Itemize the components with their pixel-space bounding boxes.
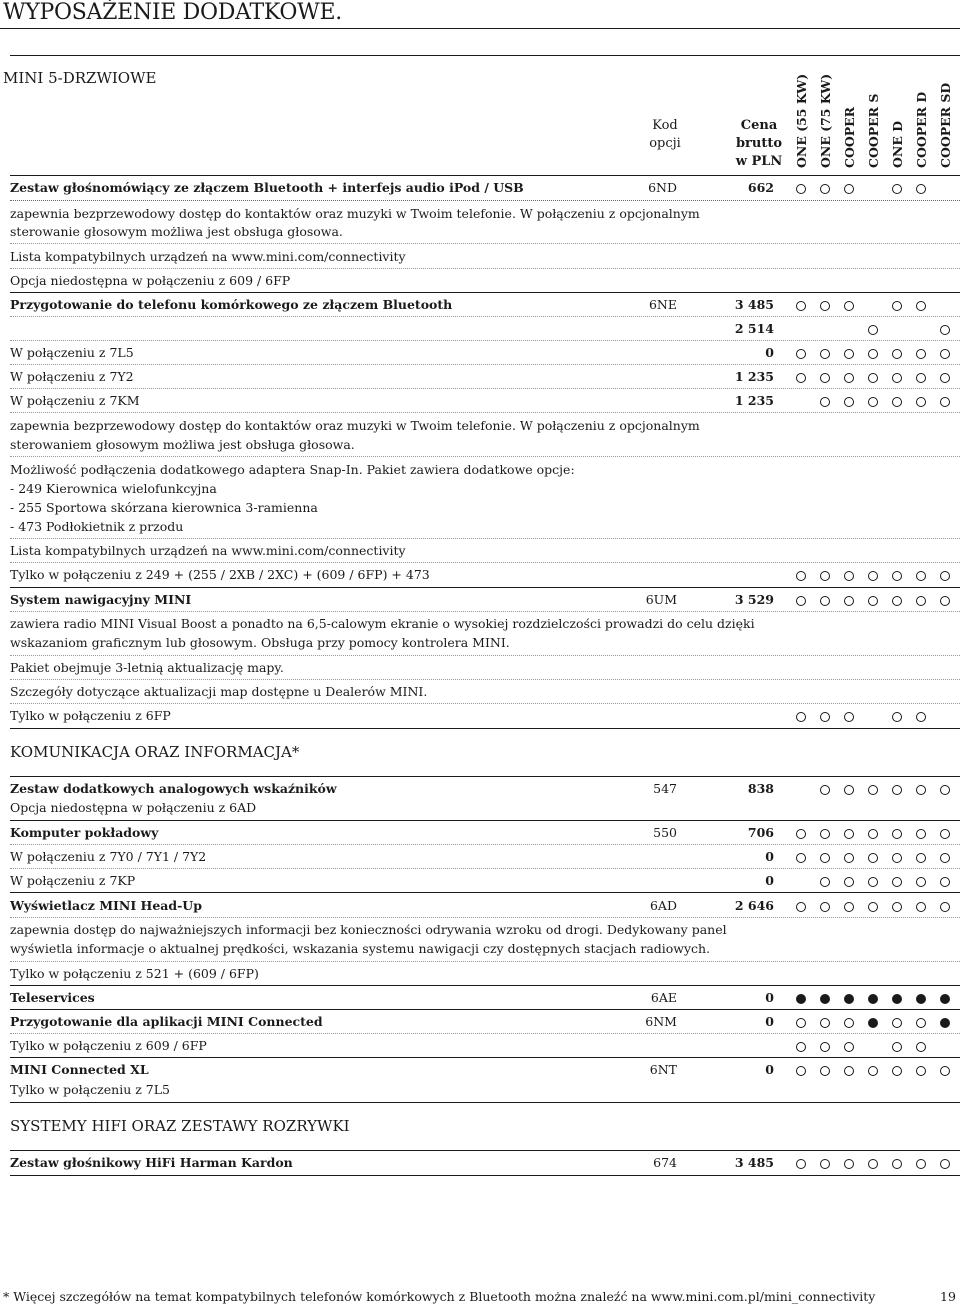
row-label: Komputer pokładowy (10, 825, 159, 840)
optional-dot-icon (892, 1159, 902, 1169)
row-price: 706 (747, 825, 774, 840)
row-divider (10, 1057, 960, 1058)
row-label: Zestaw głośnomówiący ze złączem Bluetooth + interfejs audio iPod / USB (10, 180, 524, 195)
optional-dot-icon (796, 902, 806, 912)
optional-dot-icon (916, 571, 926, 581)
optional-dot-icon (820, 349, 830, 359)
optional-dot-icon (820, 712, 830, 722)
header-top-rule (10, 55, 960, 56)
note-text: - 473 Podłokietnik z przodu (10, 519, 184, 534)
note-text: Opcja niedostępna w połączeniu z 609 / 6FP (10, 273, 291, 288)
optional-dot-icon (820, 397, 830, 407)
optional-dot-icon (940, 373, 950, 383)
row-divider (10, 538, 960, 539)
row-code: 6ND (648, 180, 677, 195)
standard-dot-icon (820, 994, 830, 1004)
note-text: wskazaniom graficznym lub głosowym. Obsługa przy pomocy kontrolera MINI. (10, 635, 510, 650)
model-header-cooper-s: COOPER S (866, 93, 881, 168)
standard-dot-icon (916, 994, 926, 1004)
note-text: Możliwość podłączenia dodatkowego adaptera Snap-In. Pakiet zawiera dodatkowe opcje: (10, 462, 575, 477)
optional-dot-icon (820, 184, 830, 194)
optional-dot-icon (820, 1066, 830, 1076)
optional-dot-icon (916, 1066, 926, 1076)
row-divider (10, 1150, 960, 1151)
note-text: Opcja niedostępna w połączeniu z 6AD (10, 800, 257, 815)
row-label: W połączeniu z 7Y0 / 7Y1 / 7Y2 (10, 849, 207, 864)
optional-dot-icon (844, 349, 854, 359)
optional-dot-icon (940, 325, 950, 335)
optional-dot-icon (892, 373, 902, 383)
optional-dot-icon (844, 853, 854, 863)
section-heading-hifi: SYSTEMY HIFI ORAZ ZESTAWY ROZRYWKI (10, 1117, 350, 1135)
optional-dot-icon (868, 1066, 878, 1076)
row-divider (10, 892, 960, 893)
row-label: W połączeniu z 7L5 (10, 345, 134, 360)
code-header: Kod opcji (649, 118, 681, 151)
note-text: zapewnia dostęp do najważniejszych informacji bez konieczności odrywania wzroku od drogi. Dedykowany panel (10, 922, 727, 937)
row-price: 0 (765, 873, 774, 888)
row-price: 3 485 (734, 297, 774, 312)
optional-dot-icon (844, 397, 854, 407)
optional-dot-icon (820, 902, 830, 912)
optional-dot-icon (868, 325, 878, 335)
row-price: 2 646 (734, 898, 774, 913)
row-label: MINI Connected XL (10, 1062, 149, 1077)
note-text: Tylko w połączeniu z 521 + (609 / 6FP) (10, 966, 259, 981)
optional-dot-icon (796, 184, 806, 194)
optional-dot-icon (916, 397, 926, 407)
optional-dot-icon (940, 397, 950, 407)
row-divider (10, 412, 960, 413)
optional-dot-icon (844, 829, 854, 839)
row-divider (10, 388, 960, 389)
subtitle: MINI 5-DRZWIOWE (3, 69, 157, 87)
row-divider (10, 562, 960, 563)
row-price: 1 235 (734, 393, 774, 408)
optional-dot-icon (844, 877, 854, 887)
header-bottom-rule (10, 175, 960, 176)
optional-dot-icon (892, 397, 902, 407)
standard-dot-icon (868, 1018, 878, 1028)
optional-dot-icon (892, 349, 902, 359)
optional-dot-icon (820, 373, 830, 383)
row-price: 1 235 (734, 369, 774, 384)
row-code: 6UM (645, 592, 677, 607)
row-price: 0 (765, 345, 774, 360)
note-text: zapewnia bezprzewodowy dostęp do kontaktów oraz muzyki w Twoim telefonie. W połączeniu z opcjonalnym (10, 206, 700, 221)
optional-dot-icon (916, 596, 926, 606)
row-price: 0 (765, 849, 774, 864)
optional-dot-icon (796, 1018, 806, 1028)
note-text: Lista kompatybilnych urządzeń na www.mini.com/connectivity (10, 249, 406, 264)
optional-dot-icon (892, 829, 902, 839)
row-divider (10, 961, 960, 962)
optional-dot-icon (916, 712, 926, 722)
optional-dot-icon (940, 829, 950, 839)
row-price: 3 529 (734, 592, 774, 607)
optional-dot-icon (916, 301, 926, 311)
row-label: W połączeniu z 7Y2 (10, 369, 134, 384)
page-number: 19 (940, 1289, 956, 1304)
optional-dot-icon (868, 853, 878, 863)
optional-dot-icon (892, 571, 902, 581)
row-label: Teleservices (10, 990, 95, 1005)
row-price: 0 (765, 1062, 774, 1077)
row-divider (10, 587, 960, 588)
standard-dot-icon (892, 994, 902, 1004)
row-price: 662 (747, 180, 774, 195)
optional-dot-icon (844, 902, 854, 912)
optional-dot-icon (868, 877, 878, 887)
optional-dot-icon (796, 853, 806, 863)
model-header-one75: ONE (75 KW) (818, 73, 833, 168)
row-code: 6AE (650, 990, 677, 1005)
note-text: sterowanie głosowym możliwa jest obsługa głosowa. (10, 224, 343, 239)
optional-dot-icon (844, 1066, 854, 1076)
row-divider (10, 292, 960, 293)
row-divider (10, 985, 960, 986)
optional-dot-icon (940, 785, 950, 795)
optional-dot-icon (844, 1042, 854, 1052)
optional-dot-icon (892, 1042, 902, 1052)
optional-dot-icon (796, 712, 806, 722)
note-text: Tylko w połączeniu z 7L5 (10, 1082, 170, 1097)
row-divider (10, 364, 960, 365)
row-price: 0 (765, 1014, 774, 1029)
optional-dot-icon (868, 785, 878, 795)
row-divider (10, 679, 960, 680)
optional-dot-icon (820, 829, 830, 839)
optional-dot-icon (868, 829, 878, 839)
row-price: 3 485 (734, 1155, 774, 1170)
model-header-one55: ONE (55 KW) (794, 73, 809, 168)
note-text: - 249 Kierownica wielofunkcyjna (10, 481, 217, 496)
row-code: 6NT (649, 1062, 677, 1077)
row-label: Tylko w połączeniu z 6FP (10, 708, 171, 723)
optional-dot-icon (916, 1159, 926, 1169)
row-code: 6NE (648, 297, 677, 312)
optional-dot-icon (844, 301, 854, 311)
optional-dot-icon (868, 902, 878, 912)
note-text: Szczegóły dotyczące aktualizacji map dostępne u Dealerów MINI. (10, 684, 428, 699)
row-divider (10, 703, 960, 704)
optional-dot-icon (796, 596, 806, 606)
optional-dot-icon (868, 397, 878, 407)
note-text: Pakiet obejmuje 3-letnią aktualizację mapy. (10, 660, 284, 675)
optional-dot-icon (892, 1066, 902, 1076)
row-divider (10, 1033, 960, 1034)
row-divider (10, 1175, 960, 1176)
optional-dot-icon (796, 301, 806, 311)
optional-dot-icon (820, 1018, 830, 1028)
optional-dot-icon (916, 373, 926, 383)
optional-dot-icon (892, 301, 902, 311)
model-header-cooper-d: COOPER D (914, 91, 929, 168)
standard-dot-icon (796, 994, 806, 1004)
optional-dot-icon (940, 349, 950, 359)
page-title: WYPOSAŻENIE DODATKOWE. (3, 0, 342, 25)
note-text: - 255 Sportowa skórzana kierownica 3-ramienna (10, 500, 318, 515)
standard-dot-icon (868, 994, 878, 1004)
row-divider (10, 316, 960, 317)
note-text: wyświetla informacje o aktualnej prędkości, wskazania systemu nawigacji czy dostępnych stacjach radiowych. (10, 941, 711, 956)
model-header-one-d: ONE D (890, 120, 905, 168)
row-label: Zestaw dodatkowych analogowych wskaźników (10, 781, 337, 796)
optional-dot-icon (916, 785, 926, 795)
title-rule (0, 28, 960, 29)
optional-dot-icon (940, 596, 950, 606)
row-divider (10, 268, 960, 269)
row-code: 547 (653, 781, 677, 796)
note-text: sterowaniem głosowym możliwa jest obsługa głosowa. (10, 437, 355, 452)
optional-dot-icon (844, 785, 854, 795)
optional-dot-icon (892, 596, 902, 606)
row-price: 838 (747, 781, 774, 796)
row-label: W połączeniu z 7KP (10, 873, 136, 888)
optional-dot-icon (820, 1159, 830, 1169)
optional-dot-icon (916, 1018, 926, 1028)
row-code: 550 (653, 825, 677, 840)
model-header-cooper-sd: COOPER SD (938, 82, 953, 168)
optional-dot-icon (892, 902, 902, 912)
optional-dot-icon (796, 349, 806, 359)
row-divider (10, 456, 960, 457)
row-label: Przygotowanie dla aplikacji MINI Connected (10, 1014, 323, 1029)
optional-dot-icon (892, 184, 902, 194)
optional-dot-icon (820, 596, 830, 606)
optional-dot-icon (796, 1066, 806, 1076)
optional-dot-icon (916, 853, 926, 863)
optional-dot-icon (820, 1042, 830, 1052)
optional-dot-icon (868, 1159, 878, 1169)
optional-dot-icon (844, 1159, 854, 1169)
optional-dot-icon (916, 349, 926, 359)
optional-dot-icon (916, 877, 926, 887)
optional-dot-icon (892, 853, 902, 863)
optional-dot-icon (892, 877, 902, 887)
row-divider (10, 868, 960, 869)
optional-dot-icon (844, 712, 854, 722)
optional-dot-icon (796, 1159, 806, 1169)
optional-dot-icon (820, 571, 830, 581)
row-label: System nawigacyjny MINI (10, 592, 192, 607)
price-header: Cena brutto w PLN (735, 118, 783, 169)
footnote: * Więcej szczegółów na temat kompatybilnych telefonów komórkowych z Bluetooth można znaleźć na www.mini.com.pl/mini_connectivity (3, 1289, 876, 1304)
section-heading-communication: KOMUNIKACJA ORAZ INFORMACJA* (10, 743, 300, 761)
optional-dot-icon (892, 712, 902, 722)
optional-dot-icon (868, 596, 878, 606)
optional-dot-icon (940, 853, 950, 863)
optional-dot-icon (916, 184, 926, 194)
row-divider (10, 728, 960, 729)
model-header-cooper: COOPER (842, 106, 857, 168)
optional-dot-icon (916, 829, 926, 839)
row-divider (10, 655, 960, 656)
optional-dot-icon (820, 301, 830, 311)
optional-dot-icon (868, 571, 878, 581)
row-code: 6AD (649, 898, 677, 913)
optional-dot-icon (940, 1066, 950, 1076)
standard-dot-icon (844, 994, 854, 1004)
row-price: 2 514 (734, 321, 774, 336)
optional-dot-icon (844, 1018, 854, 1028)
optional-dot-icon (820, 853, 830, 863)
optional-dot-icon (796, 571, 806, 581)
row-label: Zestaw głośnikowy HiFi Harman Kardon (10, 1155, 293, 1170)
optional-dot-icon (916, 902, 926, 912)
row-code: 6NM (645, 1014, 677, 1029)
row-divider (10, 844, 960, 845)
optional-dot-icon (868, 373, 878, 383)
row-label: W połączeniu z 7KM (10, 393, 140, 408)
optional-dot-icon (844, 184, 854, 194)
optional-dot-icon (868, 349, 878, 359)
standard-dot-icon (940, 994, 950, 1004)
row-divider (10, 243, 960, 244)
row-label: Tylko w połączeniu z 249 + (255 / 2XB / 2XC) + (609 / 6FP) + 473 (10, 567, 430, 582)
note-text: zawiera radio MINI Visual Boost a ponadto na 6,5-calowym ekranie o wysokiej rozdzielczości prowadzi do celu dzięki (10, 616, 755, 631)
optional-dot-icon (940, 1159, 950, 1169)
row-divider (10, 611, 960, 612)
optional-dot-icon (892, 1018, 902, 1028)
row-code: 674 (653, 1155, 677, 1170)
row-divider (10, 1102, 960, 1103)
optional-dot-icon (844, 596, 854, 606)
optional-dot-icon (796, 1042, 806, 1052)
optional-dot-icon (892, 785, 902, 795)
optional-dot-icon (796, 373, 806, 383)
optional-dot-icon (796, 829, 806, 839)
note-text: zapewnia bezprzewodowy dostęp do kontaktów oraz muzyki w Twoim telefonie. W połączeniu z opcjonalnym (10, 418, 700, 433)
row-price: 0 (765, 990, 774, 1005)
row-label: Przygotowanie do telefonu komórkowego ze złączem Bluetooth (10, 297, 453, 312)
optional-dot-icon (916, 1042, 926, 1052)
row-divider (10, 776, 960, 777)
optional-dot-icon (820, 785, 830, 795)
optional-dot-icon (844, 373, 854, 383)
optional-dot-icon (940, 877, 950, 887)
optional-dot-icon (820, 877, 830, 887)
standard-dot-icon (940, 1018, 950, 1028)
optional-dot-icon (844, 571, 854, 581)
row-label: Tylko w połączeniu z 609 / 6FP (10, 1038, 207, 1053)
optional-dot-icon (940, 571, 950, 581)
note-text: Lista kompatybilnych urządzeń na www.mini.com/connectivity (10, 543, 406, 558)
row-divider (10, 340, 960, 341)
row-label: Wyświetlacz MINI Head-Up (10, 898, 202, 913)
optional-dot-icon (940, 902, 950, 912)
row-divider (10, 917, 960, 918)
row-divider (10, 1009, 960, 1010)
row-divider (10, 200, 960, 201)
row-divider (10, 820, 960, 821)
